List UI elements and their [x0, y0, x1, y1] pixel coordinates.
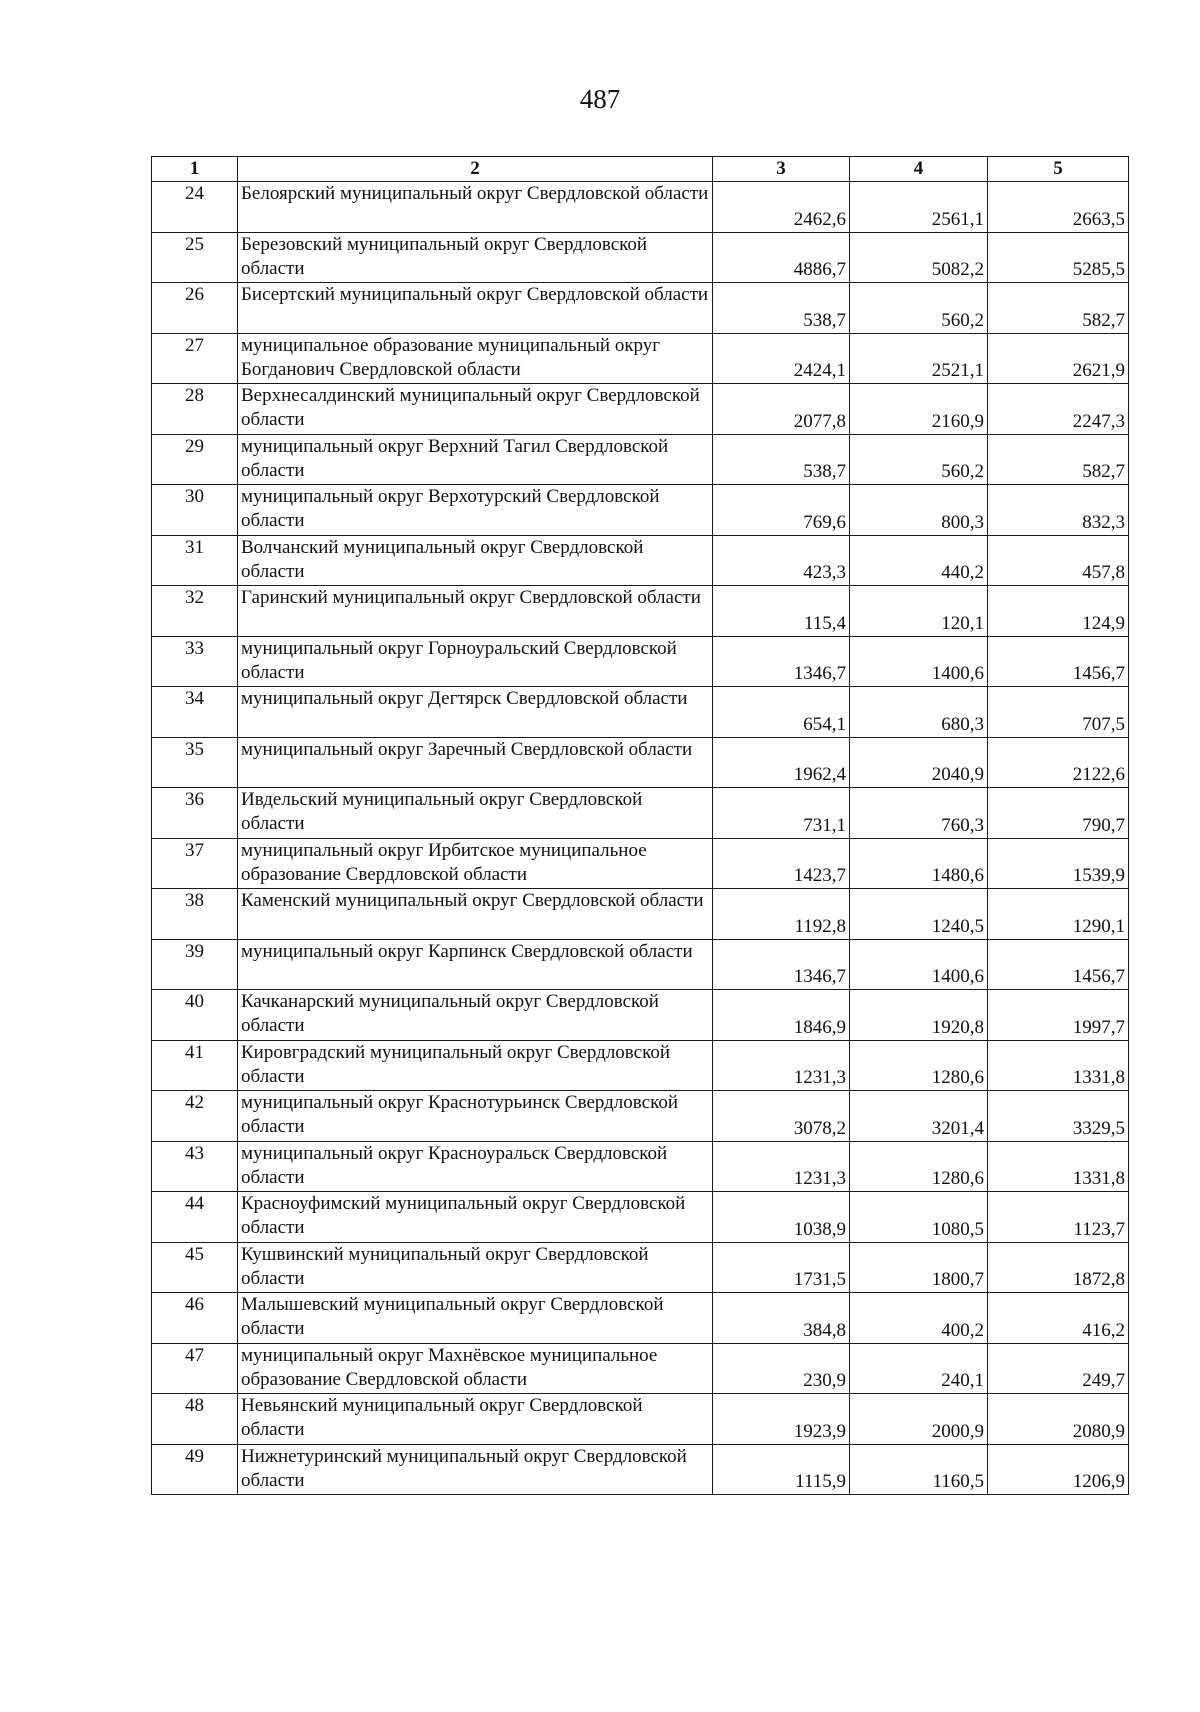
table-row	[152, 990, 1129, 1041]
value-col-4: 1080,5	[850, 1192, 988, 1243]
value-col-4: 120,1	[850, 586, 988, 637]
value-col-5: 1456,7	[988, 636, 1129, 687]
value-col-3: 1962,4	[713, 737, 850, 788]
value-col-3: 1346,7	[713, 939, 850, 990]
municipality-name: муниципальный округ Краснотурьинск Свердловской области	[238, 1091, 713, 1142]
municipality-name: Волчанский муниципальный округ Свердловской области	[238, 535, 713, 586]
municipality-name: Качканарский муниципальный округ Свердловской области	[238, 990, 713, 1041]
municipality-name: муниципальный округ Верхний Тагил Свердловской области	[238, 434, 713, 485]
row-number: 39	[152, 939, 238, 990]
row-number: 49	[152, 1444, 238, 1495]
table-row	[152, 1141, 1129, 1192]
value-col-4: 2040,9	[850, 737, 988, 788]
value-col-5: 582,7	[988, 434, 1129, 485]
row-number: 48	[152, 1394, 238, 1445]
table-row	[152, 182, 1129, 233]
value-col-5: 124,9	[988, 586, 1129, 637]
value-col-5: 2247,3	[988, 384, 1129, 435]
value-col-3: 731,1	[713, 788, 850, 839]
table-row	[152, 1192, 1129, 1243]
value-col-5: 1331,8	[988, 1141, 1129, 1192]
municipality-name: Кушвинский муниципальный округ Свердловской области	[238, 1242, 713, 1293]
table-row	[152, 1343, 1129, 1394]
value-col-3: 1192,8	[713, 889, 850, 940]
value-col-3: 1923,9	[713, 1394, 850, 1445]
value-col-4: 1920,8	[850, 990, 988, 1041]
value-col-4: 1400,6	[850, 939, 988, 990]
municipality-name: Каменский муниципальный округ Свердловской области	[238, 889, 713, 940]
municipality-name: Красноуфимский муниципальный округ Свердловской области	[238, 1192, 713, 1243]
row-number: 32	[152, 586, 238, 637]
value-col-3: 2424,1	[713, 333, 850, 384]
value-col-4: 2160,9	[850, 384, 988, 435]
municipality-name: муниципальный округ Ирбитское муниципальное образование Свердловской области	[238, 838, 713, 889]
table-row	[152, 636, 1129, 687]
value-col-3: 230,9	[713, 1343, 850, 1394]
value-col-5: 416,2	[988, 1293, 1129, 1344]
row-number: 25	[152, 232, 238, 283]
row-number: 38	[152, 889, 238, 940]
row-number: 42	[152, 1091, 238, 1142]
value-col-3: 538,7	[713, 283, 850, 334]
value-col-3: 423,3	[713, 535, 850, 586]
value-col-5: 1123,7	[988, 1192, 1129, 1243]
table-row	[152, 384, 1129, 435]
row-number: 26	[152, 283, 238, 334]
value-col-5: 3329,5	[988, 1091, 1129, 1142]
value-col-4: 1480,6	[850, 838, 988, 889]
table-header	[152, 157, 1129, 182]
table-row	[152, 1242, 1129, 1293]
municipality-name: Нижнетуринский муниципальный округ Свердловской области	[238, 1444, 713, 1495]
value-col-5: 1997,7	[988, 990, 1129, 1041]
value-col-5: 5285,5	[988, 232, 1129, 283]
municipality-name: муниципальный округ Махнёвское муниципальное образование Свердловской области	[238, 1343, 713, 1394]
value-col-4: 2521,1	[850, 333, 988, 384]
table-row	[152, 535, 1129, 586]
table-row	[152, 485, 1129, 536]
value-col-4: 1280,6	[850, 1040, 988, 1091]
value-col-4: 1160,5	[850, 1444, 988, 1495]
value-col-3: 3078,2	[713, 1091, 850, 1142]
value-col-5: 790,7	[988, 788, 1129, 839]
value-col-5: 2621,9	[988, 333, 1129, 384]
value-col-3: 1423,7	[713, 838, 850, 889]
value-col-5: 1331,8	[988, 1040, 1129, 1091]
table-row	[152, 1444, 1129, 1495]
row-number: 27	[152, 333, 238, 384]
table-row	[152, 939, 1129, 990]
header-col-5: 5	[988, 157, 1129, 182]
row-number: 41	[152, 1040, 238, 1091]
budget-table	[151, 156, 1129, 1495]
value-col-5: 707,5	[988, 687, 1129, 738]
value-col-3: 1231,3	[713, 1040, 850, 1091]
value-col-4: 2000,9	[850, 1394, 988, 1445]
value-col-5: 1290,1	[988, 889, 1129, 940]
value-col-4: 440,2	[850, 535, 988, 586]
value-col-5: 1206,9	[988, 1444, 1129, 1495]
value-col-5: 1872,8	[988, 1242, 1129, 1293]
value-col-3: 654,1	[713, 687, 850, 738]
value-col-4: 2561,1	[850, 182, 988, 233]
value-col-4: 680,3	[850, 687, 988, 738]
table-row	[152, 788, 1129, 839]
row-number: 30	[152, 485, 238, 536]
municipality-name: муниципальное образование муниципальный округ Богданович Свердловской области	[238, 333, 713, 384]
table-body	[152, 182, 1129, 1495]
table-row	[152, 1394, 1129, 1445]
table-row	[152, 283, 1129, 334]
row-number: 46	[152, 1293, 238, 1344]
value-col-5: 1456,7	[988, 939, 1129, 990]
value-col-4: 760,3	[850, 788, 988, 839]
municipality-name: Ивдельский муниципальный округ Свердловской области	[238, 788, 713, 839]
value-col-4: 800,3	[850, 485, 988, 536]
value-col-5: 832,3	[988, 485, 1129, 536]
municipality-name: Малышевский муниципальный округ Свердловской области	[238, 1293, 713, 1344]
municipality-name: муниципальный округ Горноуральский Свердловской области	[238, 636, 713, 687]
municipality-name: Кировградский муниципальный округ Свердловской области	[238, 1040, 713, 1091]
row-number: 36	[152, 788, 238, 839]
row-number: 31	[152, 535, 238, 586]
value-col-3: 2462,6	[713, 182, 850, 233]
table-row	[152, 333, 1129, 384]
value-col-3: 769,6	[713, 485, 850, 536]
municipality-name: Невьянский муниципальный округ Свердловской области	[238, 1394, 713, 1445]
value-col-4: 560,2	[850, 434, 988, 485]
header-row	[152, 157, 1129, 182]
row-number: 37	[152, 838, 238, 889]
municipality-name: муниципальный округ Карпинск Свердловской области	[238, 939, 713, 990]
value-col-3: 1731,5	[713, 1242, 850, 1293]
table-row	[152, 586, 1129, 637]
row-number: 35	[152, 737, 238, 788]
value-col-3: 538,7	[713, 434, 850, 485]
row-number: 28	[152, 384, 238, 435]
row-number: 44	[152, 1192, 238, 1243]
value-col-3: 384,8	[713, 1293, 850, 1344]
municipality-name: муниципальный округ Дегтярск Свердловской области	[238, 687, 713, 738]
value-col-4: 240,1	[850, 1343, 988, 1394]
table-row	[152, 232, 1129, 283]
value-col-5: 1539,9	[988, 838, 1129, 889]
value-col-5: 2080,9	[988, 1394, 1129, 1445]
municipality-name: Белоярский муниципальный округ Свердловской области	[238, 182, 713, 233]
header-col-2: 2	[238, 157, 713, 182]
row-number: 47	[152, 1343, 238, 1394]
value-col-5: 249,7	[988, 1343, 1129, 1394]
municipality-name: муниципальный округ Верхотурский Свердловской области	[238, 485, 713, 536]
municipality-name: Верхнесалдинский муниципальный округ Свердловской области	[238, 384, 713, 435]
value-col-3: 1115,9	[713, 1444, 850, 1495]
table-row	[152, 1091, 1129, 1142]
value-col-4: 1800,7	[850, 1242, 988, 1293]
municipality-name: муниципальный округ Красноуральск Свердловской области	[238, 1141, 713, 1192]
value-col-4: 1400,6	[850, 636, 988, 687]
municipality-name: Бисертский муниципальный округ Свердловской области	[238, 283, 713, 334]
row-number: 34	[152, 687, 238, 738]
value-col-3: 1038,9	[713, 1192, 850, 1243]
table-row	[152, 889, 1129, 940]
value-col-3: 2077,8	[713, 384, 850, 435]
header-col-3: 3	[713, 157, 850, 182]
value-col-4: 3201,4	[850, 1091, 988, 1142]
value-col-5: 582,7	[988, 283, 1129, 334]
value-col-4: 1240,5	[850, 889, 988, 940]
table-row	[152, 1293, 1129, 1344]
row-number: 45	[152, 1242, 238, 1293]
header-col-4: 4	[850, 157, 988, 182]
value-col-3: 115,4	[713, 586, 850, 637]
header-col-1: 1	[152, 157, 238, 182]
row-number: 43	[152, 1141, 238, 1192]
table-row	[152, 687, 1129, 738]
municipality-name: Березовский муниципальный округ Свердловской области	[238, 232, 713, 283]
value-col-5: 2663,5	[988, 182, 1129, 233]
value-col-5: 457,8	[988, 535, 1129, 586]
table-row	[152, 1040, 1129, 1091]
value-col-4: 1280,6	[850, 1141, 988, 1192]
row-number: 29	[152, 434, 238, 485]
value-col-3: 1346,7	[713, 636, 850, 687]
value-col-3: 4886,7	[713, 232, 850, 283]
value-col-4: 5082,2	[850, 232, 988, 283]
table-row	[152, 737, 1129, 788]
table-row	[152, 434, 1129, 485]
value-col-5: 2122,6	[988, 737, 1129, 788]
value-col-4: 560,2	[850, 283, 988, 334]
municipality-name: муниципальный округ Заречный Свердловской области	[238, 737, 713, 788]
row-number: 33	[152, 636, 238, 687]
municipality-name: Гаринский муниципальный округ Свердловской области	[238, 586, 713, 637]
value-col-3: 1846,9	[713, 990, 850, 1041]
value-col-4: 400,2	[850, 1293, 988, 1344]
row-number: 24	[152, 182, 238, 233]
row-number: 40	[152, 990, 238, 1041]
value-col-3: 1231,3	[713, 1141, 850, 1192]
table-row	[152, 838, 1129, 889]
page-number: 487	[579, 84, 621, 114]
